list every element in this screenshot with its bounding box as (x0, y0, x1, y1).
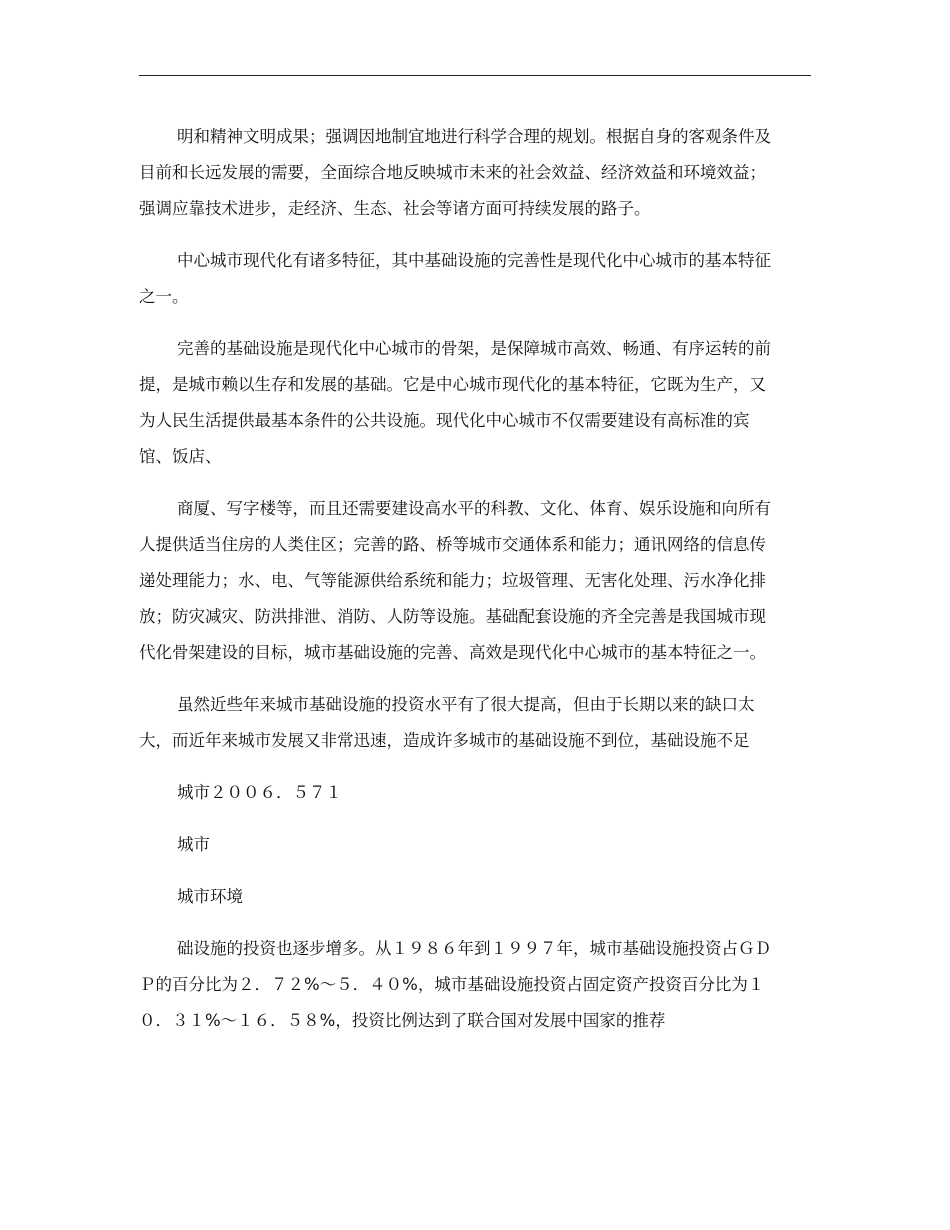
paragraph-5: 虽然近些年来城市基础设施的投资水平有了很大提高，但由于长期以来的缺口太大，而近年来城市发展又非常迅速，造成许多城市的基础设施不到位，基础设施不足 (139, 695, 755, 750)
document-body (139, 119, 773, 1055)
paragraph-6: 城市２００６．５７１ (177, 783, 342, 802)
paragraph-2: 中心城市现代化有诸多特征，其中基础设施的完善性是现代化中心城市的基本特征之一。 (139, 251, 771, 306)
paragraph-7: 城市 (177, 835, 210, 854)
paragraph-9: 础设施的投资也逐步增多。从１９８６年到１９９７年，城市基础设施投资占ＧＤＰ的百分比为２．７２%～５．４０%，城市基础设施投资占固定资产投资百分比为１０．３１%～１６．５８%，投资比例达到了联合国对发展中国家的推荐 (139, 939, 771, 1030)
header-rule (139, 75, 811, 76)
paragraph-8: 城市环境 (177, 887, 243, 906)
paragraph-1: 明和精神文明成果；强调因地制宜地进行科学合理的规划。根据自身的客观条件及目前和长远发展的需要，全面综合地反映城市未来的社会效益、经济效益和环境效益；强调应靠技术进步，走经济、生态、社会等诸方面可持续发展的路子。 (139, 127, 771, 218)
paragraph-4: 商厦、写字楼等，而且还需要建设高水平的科教、文化、体育、娱乐设施和向所有人提供适当住房的人类住区；完善的路、桥等城市交通体系和能力；通讯网络的信息传递处理能力；水、电、气等能源供给系统和能力；垃圾管理、无害化处理、污水净化排放；防灾减灾、防洪排泄、消防、人防等设施。基础配套设施的齐全完善是我国城市现代化骨架建设的目标，城市基础设施的完善、高效是现代化中心城市的基本特征之一。 (139, 499, 771, 662)
paragraph-3: 完善的基础设施是现代化中心城市的骨架，是保障城市高效、畅通、有序运转的前提，是城市赖以生存和发展的基础。它是中心城市现代化的基本特征，它既为生产，又为人民生活提供最基本条件的公共设施。现代化中心城市不仅需要建设有高标准的宾馆、饭店、 (139, 339, 771, 466)
